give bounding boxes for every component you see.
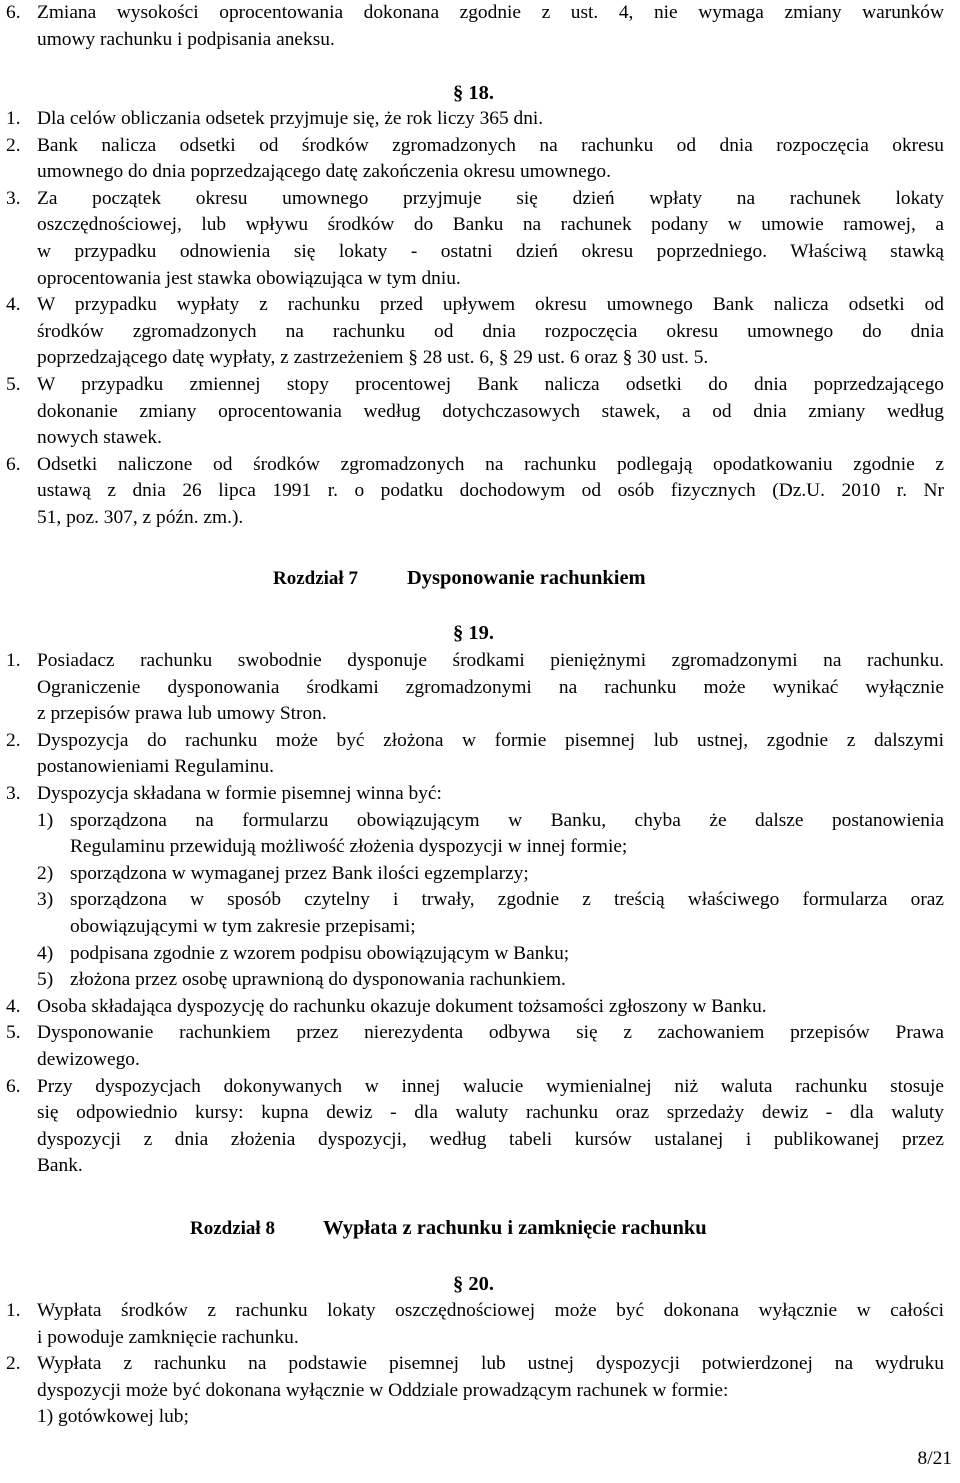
paragraph-line: umownego do dnia poprzedzającego datę zakończenia okresu umownego. [37,161,611,183]
paragraph-line: dewizowego. [37,1048,140,1070]
paragraph-number: 6. [6,1075,21,1097]
paragraph-number: 6. [6,2,21,23]
paragraph-line: i powoduje zamknięcie rachunku. [37,1326,299,1348]
paragraph-line: Wypłata środków z rachunku lokaty oszczędnościowej może być dokonana wyłącznie w całości [37,1300,944,1321]
paragraph-line: W przypadku zmiennej stopy procentowej Bank nalicza odsetki do dnia poprzedzającego [37,373,944,395]
paragraph-line: środków zgromadzonych na rachunku od dnia rozpoczęcia okresu umownego do dnia [37,320,944,342]
paragraph-line: nowych stawek. [37,427,162,449]
paragraph-line: Bank nalicza odsetki od środków zgromadzonych na rachunku od dnia rozpoczęcia okresu [37,134,944,156]
list-number: 1) [37,1406,54,1428]
paragraph-number: 3. [6,187,21,209]
list-number: 2) [37,862,54,884]
section-heading-19: § 19. [453,622,494,644]
paragraph-number: 2. [6,1353,21,1375]
paragraph-number: 3. [6,782,21,804]
paragraph-line: w przypadku odnowienia się lokaty - ostatni dzień okresu poprzedniego. Właściwą stawką [37,240,944,262]
paragraph-line: Wypłata z rachunku na podstawie pisemnej lub ustnej dyspozycji potwierdzonej na wydruku [37,1353,944,1375]
paragraph-number: 4. [6,995,21,1017]
paragraph-line: dyspozycji może być dokonana wyłącznie w Oddziale prowadzącym rachunek w formie: [37,1379,729,1401]
paragraph-line: W przypadku wypłaty z rachunku przed upływem okresu umownego Bank nalicza odsetki od [37,294,944,316]
paragraph-number: 5. [6,373,21,395]
paragraph-line: oprocentowania jest stawka obowiązująca w tym dniu. [37,267,461,289]
paragraph-line: umowy rachunku i podpisania aneksu. [37,28,335,50]
paragraph-line: Dyspozycja składana w formie pisemnej winna być: [37,782,442,804]
paragraph-line: Dla celów obliczania odsetek przyjmuje się, że rok liczy 365 dni. [37,108,544,129]
list-line: sporządzona na formularzu obowiązującym w Banku, chyba że dalsze postanowienia [70,809,944,831]
section-heading-18: § 18. [453,82,494,104]
paragraph-line: Odsetki naliczone od środków zgromadzonych na rachunku podlegają opodatkowaniu zgodnie z [37,453,944,475]
paragraph-line: oszczędnościowej, lub wpływu środków do Banku na rachunek podany w umowie ramowej, a [37,214,944,236]
list-number: 3) [37,889,54,911]
paragraph-line: się odpowiednio kursy: kupna dewiz - dla waluty rachunku oraz sprzedaży dewiz - dla waluty [37,1102,944,1124]
paragraph-number: 5. [6,1022,21,1044]
paragraph-6-prev [0,0,960,53]
chapter-7-label: Rozdział 7 [273,568,358,589]
paragraph-number: 2. [6,134,21,156]
chapter-8-label: Rozdział 8 [190,1218,275,1239]
section-heading-20: § 20. [453,1273,494,1295]
section-20-body [0,1298,960,1431]
list-line: sporządzona w wymaganej przez Bank ilości egzemplarzy; [70,862,529,884]
list-line: złożona przez osobę uprawnioną do dysponowania rachunkiem. [70,969,566,991]
list-number: 4) [37,942,54,964]
paragraph-line: Zmiana wysokości oprocentowania dokonana zgodnie z ust. 4, nie wymaga zmiany warunków [37,2,944,23]
list-line: sporządzona w sposób czytelny i trwały, zgodnie z treścią właściwego formularza oraz [70,889,944,911]
list-number: 5) [37,969,54,991]
paragraph-line: Bank. [37,1155,83,1177]
paragraph-line: Za początek okresu umownego przyjmuje się dzień wpłaty na rachunek lokaty [37,187,944,209]
paragraph-line: dokonanie zmiany oprocentowania według dotychczasowych stawek, a od dnia zmiany według [37,400,944,422]
paragraph-line: Dyspozycja do rachunku może być złożona w formie pisemnej lub ustnej, zgodnie z dalszymi [37,729,944,751]
paragraph-line: z przepisów prawa lub umowy Stron. [37,703,327,725]
paragraph-line: Dysponowanie rachunkiem przez nierezydenta odbywa się z zachowaniem przepisów Prawa [37,1022,944,1044]
list-number: 1) [37,809,54,831]
paragraph-line: Przy dyspozycjach dokonywanych w innej walucie wymienialnej niż waluta rachunku stosuje [37,1075,944,1097]
paragraph-line: dyspozycji z dnia złożenia dyspozycji, według tabeli kursów ustalanej i publikowanej przez [37,1128,944,1150]
paragraph-line: Posiadacz rachunku swobodnie dysponuje środkami pieniężnymi zgromadzonymi na rachunku. [37,650,944,671]
paragraph-number: 1. [6,1300,21,1321]
section-19-body [0,648,960,1180]
paragraph-line: Ograniczenie dysponowania środkami zgromadzonymi na rachunku może wynikać wyłącznie [37,676,944,698]
paragraph-line: postanowieniami Regulaminu. [37,756,274,778]
paragraph-number: 2. [6,729,21,751]
chapter-7-title: Dysponowanie rachunkiem [407,567,646,589]
section-18-body [0,106,960,532]
paragraph-number: 1. [6,650,21,671]
list-line: obowiązującymi w tym zakresie przepisami; [70,915,416,937]
list-line: podpisana zgodnie z wzorem podpisu obowiązującym w Banku; [70,942,570,964]
paragraph-line: 51, poz. 307, z późn. zm.). [37,506,244,528]
paragraph-number: 1. [6,108,21,129]
list-line: Regulaminu przewidują możliwość złożenia dyspozycji w innej formie; [70,836,628,858]
page-number: 8/21 [917,1448,952,1469]
paragraph-line: poprzedzającego datę wypłaty, z zastrzeżeniem § 28 ust. 6, § 29 ust. 6 oraz § 30 ust. 5. [37,347,709,369]
list-line [37,1404,189,1431]
paragraph-number: 4. [6,294,21,316]
chapter-8-title: Wypłata z rachunku i zamknięcie rachunku [323,1217,707,1239]
paragraph-number: 6. [6,453,21,475]
list-text: gotówkowej lub; [58,1406,189,1428]
paragraph-line: Osoba składająca dyspozycję do rachunku okazuje dokument tożsamości zgłoszony w Banku. [37,995,767,1017]
paragraph-line: ustawą z dnia 26 lipca 1991 r. o podatku dochodowym od osób fizycznych (Dz.U. 2010 r. Nr [37,480,944,502]
